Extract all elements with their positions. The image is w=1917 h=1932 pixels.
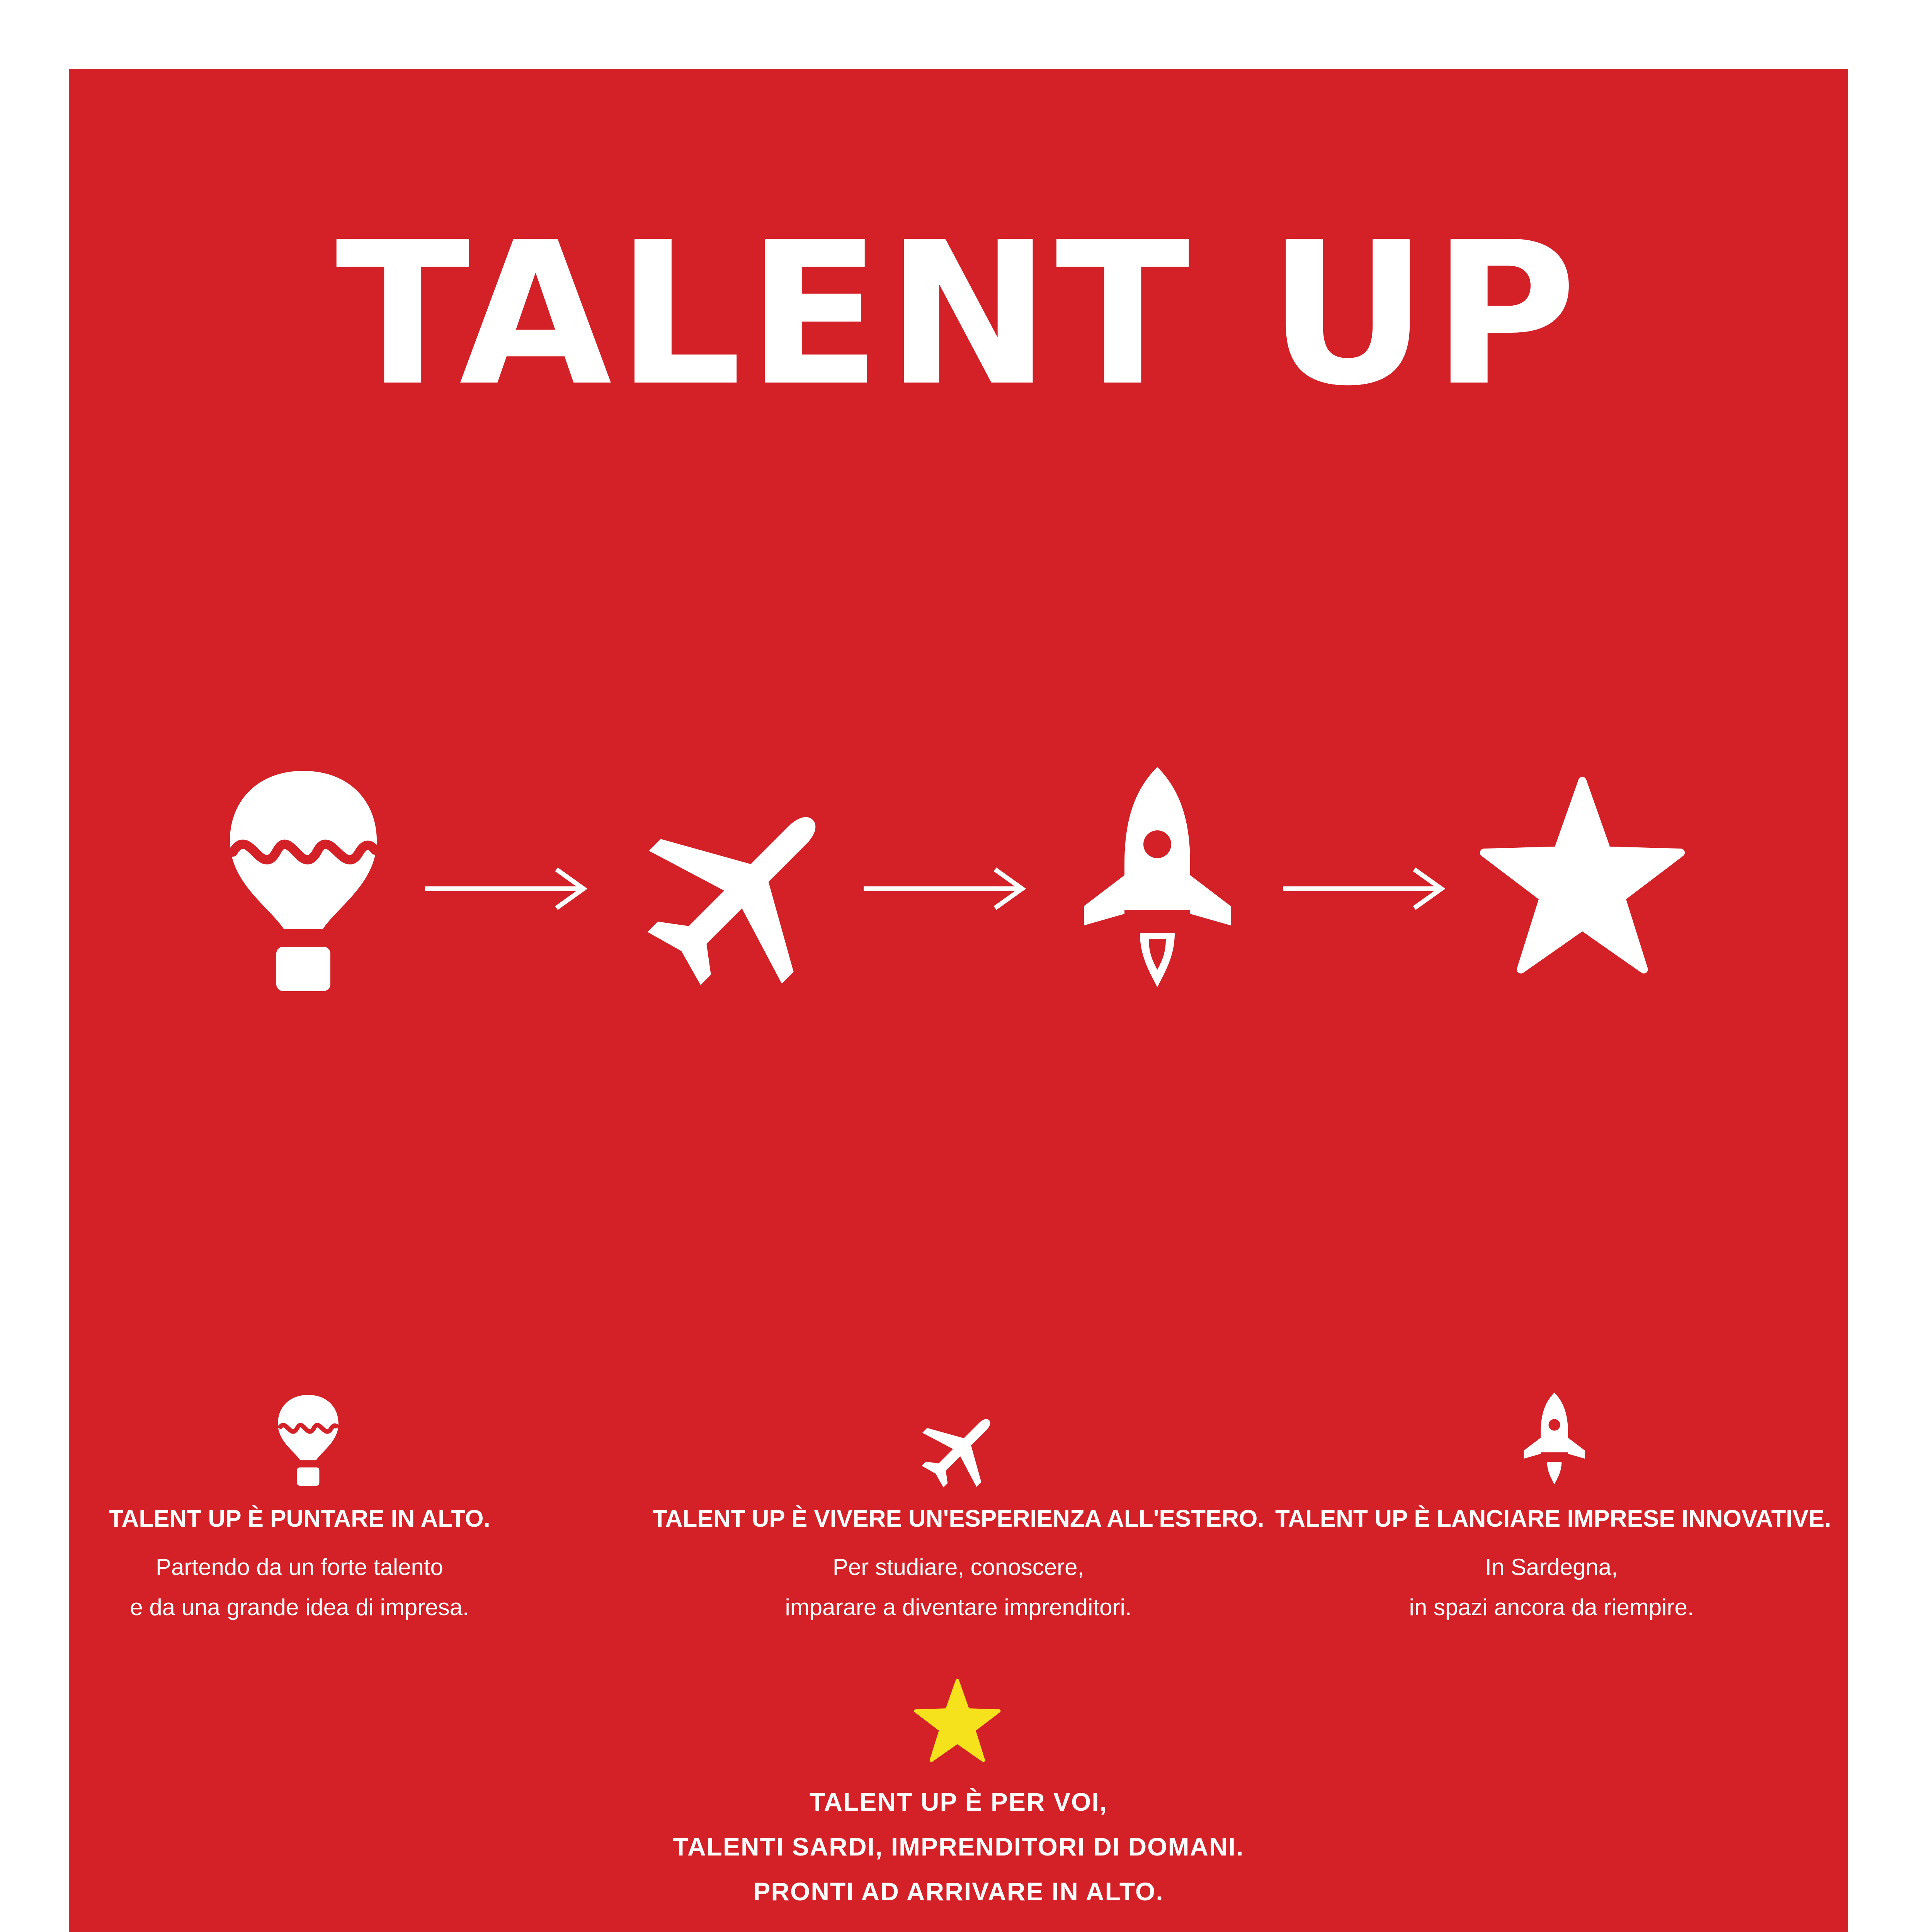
star-icon bbox=[1480, 777, 1685, 974]
column-text: e da una grande idea di impresa. bbox=[130, 1594, 469, 1620]
column-text: Partendo da un forte talento bbox=[156, 1554, 443, 1580]
column-text: Per studiare, conoscere, bbox=[832, 1554, 1084, 1580]
closing-line: TALENT UP È PER VOI, bbox=[810, 1787, 1107, 1816]
closing-statement bbox=[0, 1779, 1917, 1914]
rocket-icon bbox=[1076, 763, 1238, 995]
arrow-right-icon bbox=[425, 866, 587, 912]
column-heading: TALENT UP È PUNTARE IN ALTO. bbox=[109, 1505, 490, 1532]
column-text: imparare a diventare imprenditori. bbox=[785, 1594, 1132, 1620]
column-text: in spazi ancora da riempire. bbox=[1409, 1594, 1694, 1620]
column-text: In Sardegna, bbox=[1485, 1554, 1618, 1580]
airplane-icon bbox=[638, 786, 846, 995]
column-aim-high bbox=[70, 1505, 529, 1628]
column-heading: TALENT UP È LANCIARE IMPRESE INNOVATIVE. bbox=[1275, 1505, 1831, 1532]
hot-air-balloon-icon bbox=[276, 1393, 340, 1488]
closing-line: TALENTI SARDI, IMPRENDITORI DI DOMANI. bbox=[673, 1832, 1244, 1861]
column-heading: TALENT UP È VIVERE UN'ESPERIENZA ALL'ESTERO. bbox=[652, 1505, 1264, 1532]
rocket-icon bbox=[1521, 1391, 1588, 1488]
star-icon bbox=[914, 1679, 1001, 1762]
arrow-right-icon bbox=[864, 866, 1026, 912]
column-abroad bbox=[607, 1505, 1310, 1628]
closing-line: PRONTI AD ARRIVARE IN ALTO. bbox=[753, 1877, 1164, 1906]
page-title: TALENT UP bbox=[335, 200, 1582, 429]
hot-air-balloon-icon bbox=[226, 767, 381, 995]
arrow-right-icon bbox=[1283, 866, 1445, 912]
column-innovate bbox=[1275, 1505, 1831, 1628]
airplane-icon bbox=[918, 1406, 1003, 1492]
